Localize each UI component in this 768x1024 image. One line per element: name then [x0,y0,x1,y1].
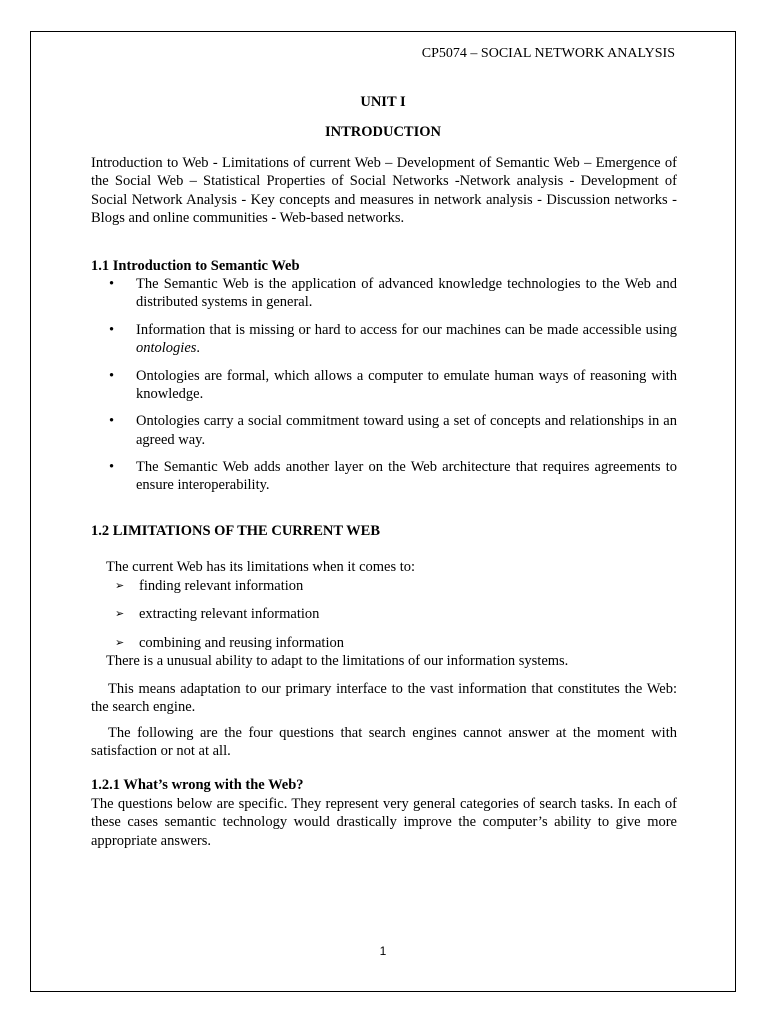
list-item-text: Ontologies are formal, which allows a computer to emulate human ways of reasoning with knowledge. [136,367,677,402]
bullet-icon: • [109,276,115,292]
section-heading-1-2-1: 1.2.1 What’s wrong with the Web? [91,777,304,793]
list-item [109,412,677,449]
unit-subtitle: INTRODUCTION [324,124,441,140]
emphasis-text: ontologies [136,340,197,357]
list-item-text: finding relevant information [139,578,304,594]
unit-title: UNIT I [360,94,406,110]
four-questions-paragraph: The following are the four questions that search engines cannot answer at the moment with satisfaction or not at all. [91,725,677,760]
list-item-text-end: . [196,340,201,357]
bullet-icon: • [109,459,115,476]
bullet-icon: • [109,321,115,338]
list-item [115,577,344,605]
document-page [30,31,736,992]
limitations-lead: The current Web has its limitations when it comes to: [106,559,416,575]
section-heading-1-1: 1.1 Introduction to Semantic Web [91,258,300,274]
list-item-text: The Semantic Web is the application of advanced knowledge technologies to the Web and distributed systems in general. [136,276,677,311]
search-engine-paragraph: This means adaptation to our primary interface to the vast information that constitutes the Web: the search engine. [91,681,677,716]
page-number: 1 [379,944,387,958]
list-item-text: Ontologies carry a social commitment toward using a set of concepts and relationships in an agreed way. [136,413,677,448]
list-item [109,275,677,312]
list-item-text: Information that is missing or hard to access for our machines can be made accessible using [136,321,677,338]
bullet-icon: • [109,413,115,430]
course-header: CP5074 – SOCIAL NETWORK ANALYSIS [421,46,675,61]
arrow-bullet-icon: ➢ [115,607,125,621]
semantic-web-bullet-list [109,275,677,504]
list-item [109,458,677,495]
list-item-text: extracting relevant information [139,606,320,623]
list-item [115,605,344,633]
limitations-list [115,577,344,662]
adaptation-paragraph: There is a unusual ability to adapt to the limitations of our information systems. [106,653,569,669]
whats-wrong-paragraph: The questions below are specific. They represent very general categories of search tasks. In each of these cases semantic technology would drastically improve the computer’s ability to give more appropriate answers. [91,796,677,849]
arrow-bullet-icon: ➢ [115,579,125,592]
list-item [109,367,677,404]
arrow-bullet-icon: ➢ [115,635,125,649]
list-item [109,321,677,358]
list-item-text: The Semantic Web adds another layer on the Web architecture that requires agreements to ensure interoperability. [136,459,677,494]
section-heading-1-2: 1.2 LIMITATIONS OF THE CURRENT WEB [91,523,380,539]
bullet-icon: • [109,367,115,384]
syllabus-paragraph: Introduction to Web - Limitations of current Web – Development of Semantic Web – Emergence of the Social Web – Statistical Properties of Social Networks -Network analysis - Development of Social Network Analysis - Key concepts and measures in network analysis - Discussion networks - Blogs and online communities - Web-based networks. [91,155,677,226]
list-item-text: combining and reusing information [139,634,344,651]
